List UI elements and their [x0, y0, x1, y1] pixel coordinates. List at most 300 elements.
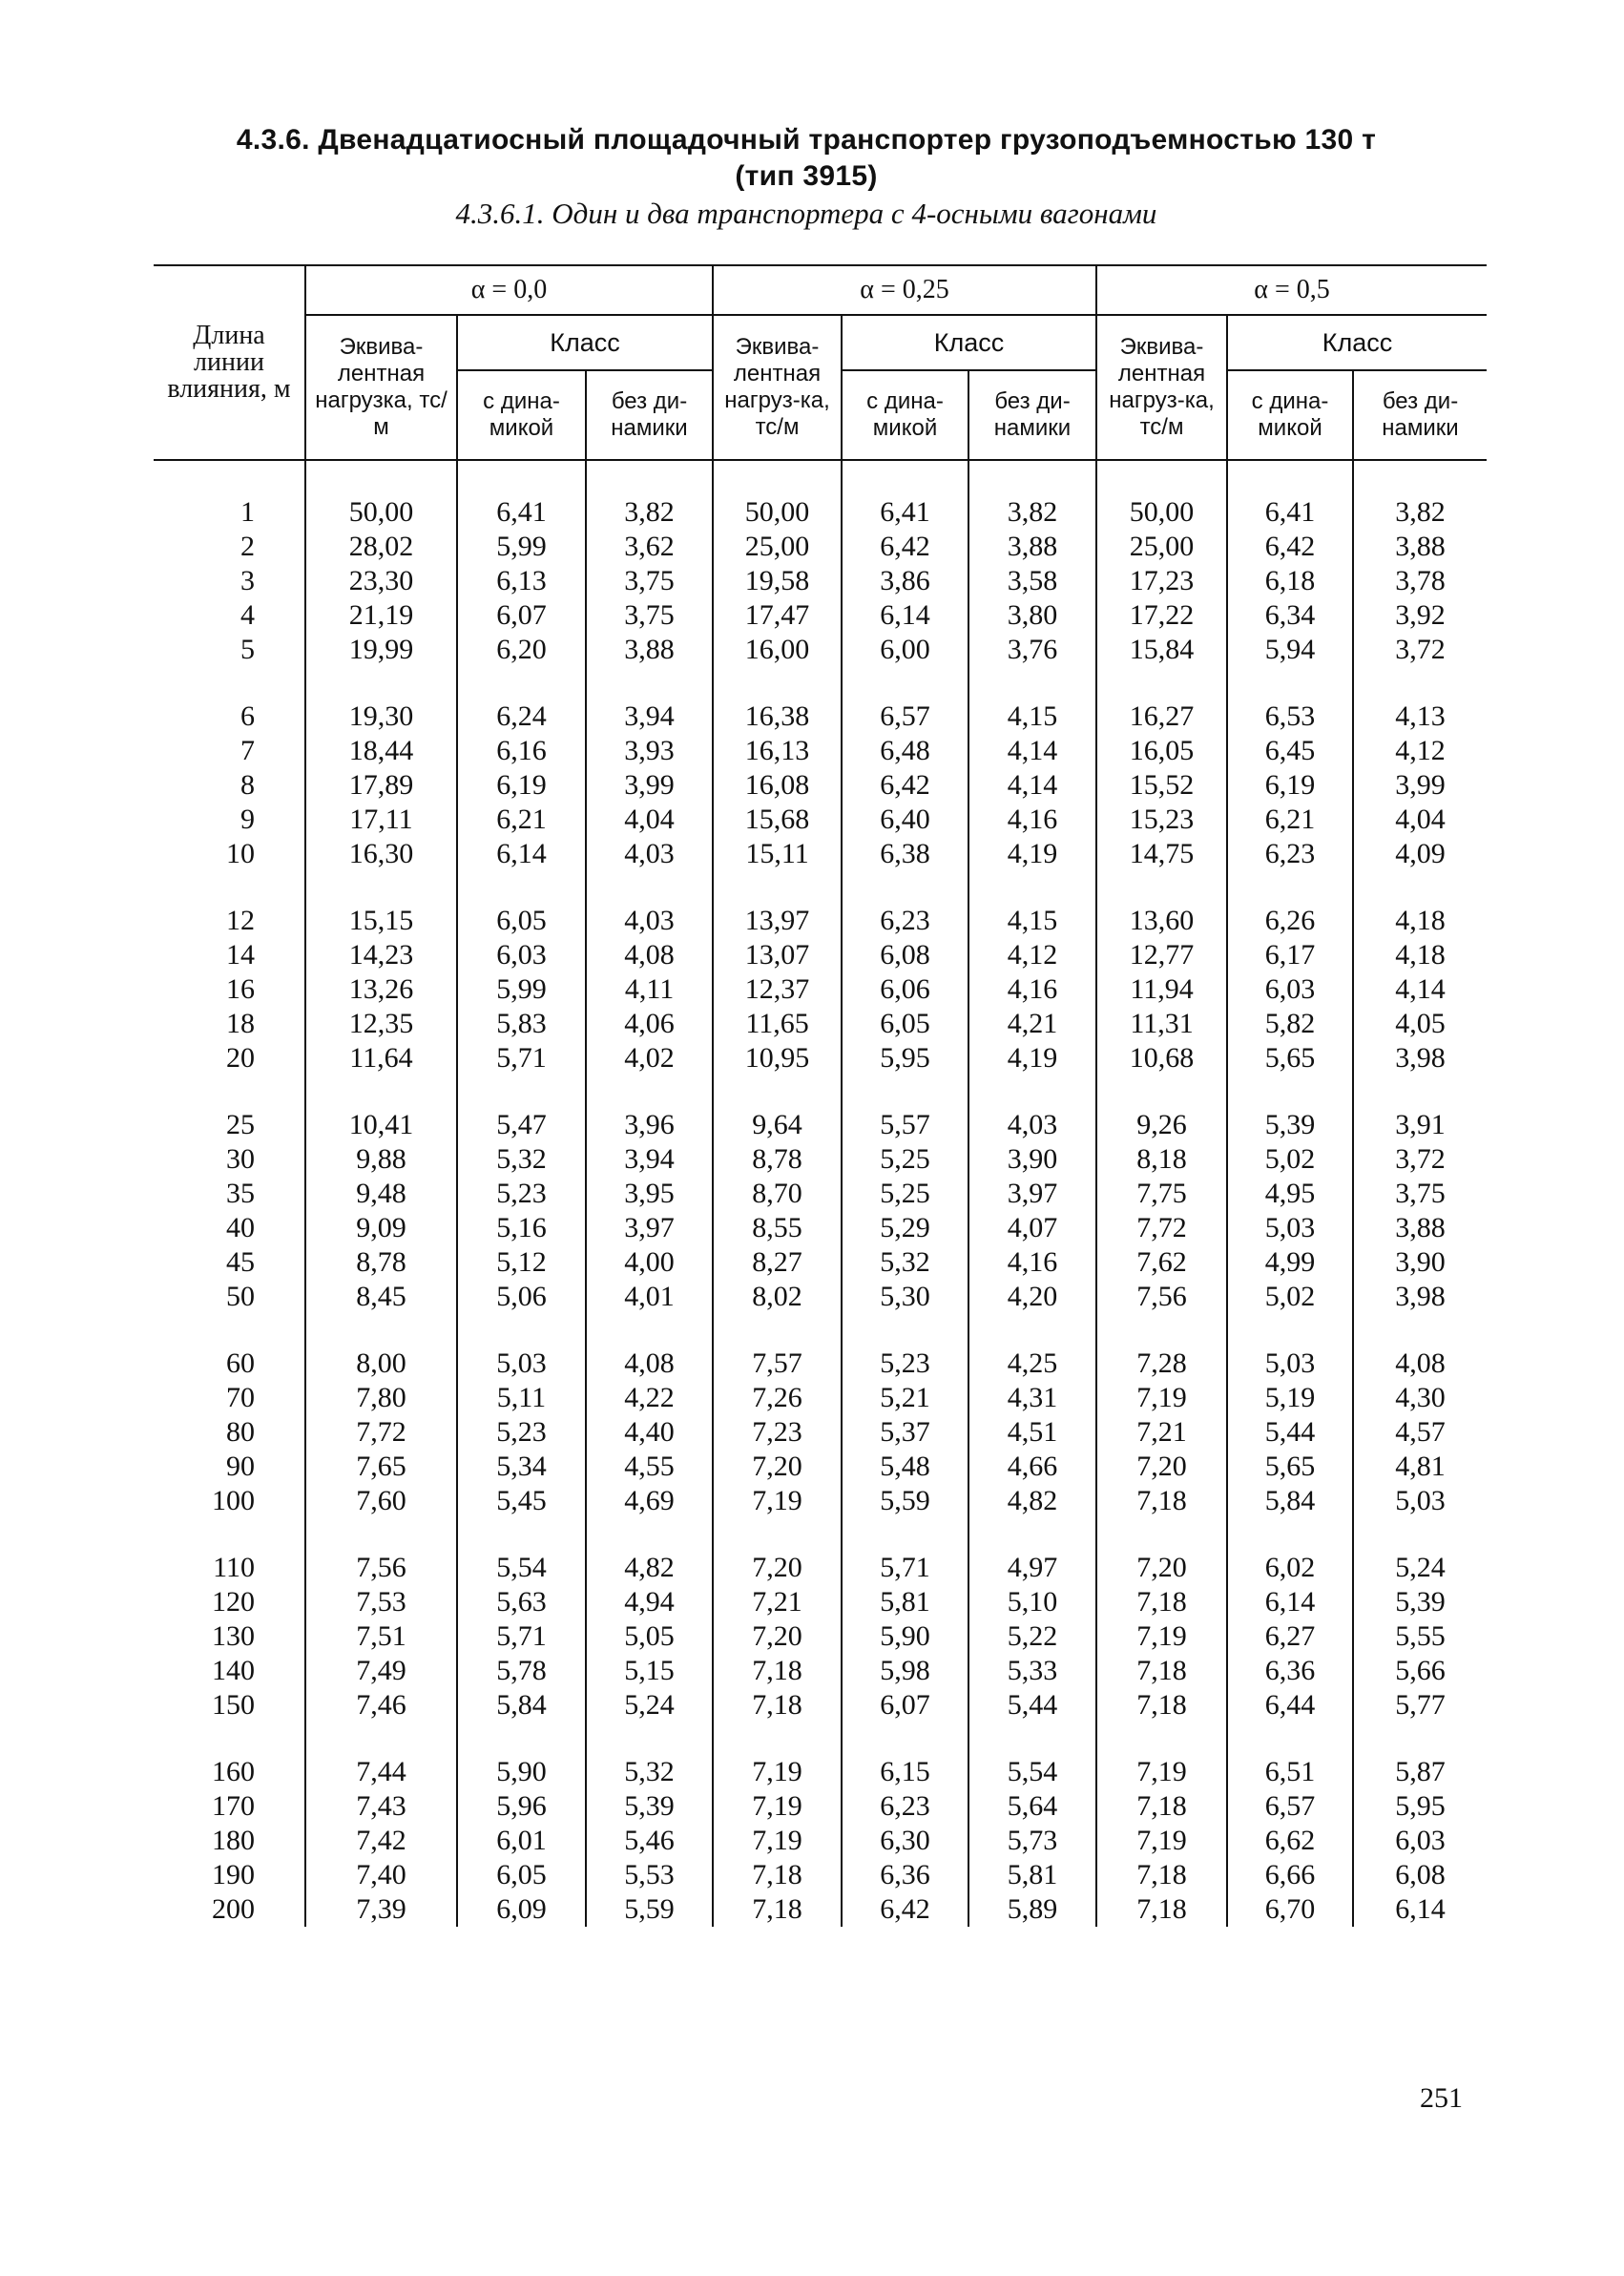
without-dynamics-cell: 5,15 [586, 1654, 713, 1688]
spacer-cell [1227, 1075, 1353, 1108]
with-dynamics-cell: 6,18 [1227, 564, 1353, 598]
without-dynamics-cell: 3,99 [586, 768, 713, 803]
with-dynamics-cell: 6,23 [842, 1789, 968, 1824]
equiv-load-cell: 23,30 [305, 564, 457, 598]
length-cell: 110 [213, 1552, 255, 1583]
equiv-load-cell: 7,60 [305, 1484, 457, 1518]
spacer-cell [1353, 667, 1487, 700]
table-row [154, 803, 1487, 837]
with-dynamics-cell: 5,84 [1227, 1484, 1353, 1518]
without-dynamics-cell: 3,93 [586, 734, 713, 768]
spacer-cell [1227, 1314, 1353, 1347]
with-dynamics-cell: 5,48 [842, 1450, 968, 1484]
equiv-load-cell: 7,19 [713, 1824, 842, 1858]
without-dynamics-cell: 5,55 [1353, 1619, 1487, 1654]
spacer-cell [842, 460, 968, 495]
alpha-group-header: α = 0,0 [305, 265, 713, 315]
equiv-load-cell: 7,28 [1096, 1347, 1227, 1381]
without-dynamics-cell: 3,72 [1353, 1142, 1487, 1177]
length-cell: 25 [226, 1109, 255, 1140]
equiv-load-cell: 7,21 [1096, 1415, 1227, 1450]
length-cell: 1 [240, 496, 255, 528]
spacer-cell [713, 1314, 842, 1347]
length-cell: 4 [240, 599, 255, 631]
equiv-load-cell: 16,00 [713, 633, 842, 667]
without-dynamics-cell: 4,30 [1353, 1381, 1487, 1415]
without-dynamics-cell: 4,22 [586, 1381, 713, 1415]
equiv-load-cell: 11,31 [1096, 1007, 1227, 1041]
length-cell: 80 [226, 1416, 255, 1448]
with-dynamics-cell: 6,36 [842, 1858, 968, 1892]
with-dynamics-cell: 5,29 [842, 1211, 968, 1245]
length-cell: 70 [226, 1382, 255, 1413]
spacer-cell [1227, 667, 1353, 700]
with-dynamics-header: с дина-микой [1227, 370, 1353, 460]
equiv-load-cell: 14,23 [305, 938, 457, 972]
with-dynamics-cell: 6,44 [1227, 1688, 1353, 1723]
without-dynamics-cell: 5,89 [968, 1892, 1096, 1927]
length-cell: 140 [212, 1655, 255, 1686]
equiv-load-cell: 15,15 [305, 904, 457, 938]
with-dynamics-cell: 6,03 [1227, 972, 1353, 1007]
with-dynamics-cell: 5,23 [457, 1177, 586, 1211]
equiv-load-cell: 9,48 [305, 1177, 457, 1211]
equiv-load-cell: 7,39 [305, 1892, 457, 1927]
equiv-load-header: Эквива-лентная нагрузка, тс/м [305, 315, 457, 460]
equiv-load-cell: 21,19 [305, 598, 457, 633]
without-dynamics-cell: 4,07 [968, 1211, 1096, 1245]
with-dynamics-cell: 6,53 [1227, 700, 1353, 734]
spacer-row [154, 1075, 1487, 1108]
without-dynamics-cell: 4,11 [586, 972, 713, 1007]
with-dynamics-cell: 5,25 [842, 1177, 968, 1211]
with-dynamics-cell: 5,34 [457, 1450, 586, 1484]
equiv-load-cell: 8,78 [305, 1245, 457, 1280]
table-row [154, 1211, 1487, 1245]
without-dynamics-cell: 5,64 [968, 1789, 1096, 1824]
length-cell: 100 [212, 1485, 255, 1516]
with-dynamics-cell: 5,44 [1227, 1415, 1353, 1450]
alpha-group-header: α = 0,5 [1096, 265, 1487, 315]
equiv-load-cell: 7,20 [1096, 1450, 1227, 1484]
equiv-load-cell: 7,18 [713, 1688, 842, 1723]
with-dynamics-cell: 6,07 [457, 598, 586, 633]
equiv-load-cell: 7,57 [713, 1347, 842, 1381]
spacer-cell [586, 667, 713, 700]
without-dynamics-cell: 3,97 [968, 1177, 1096, 1211]
table-row [154, 972, 1487, 1007]
with-dynamics-cell: 6,30 [842, 1824, 968, 1858]
without-dynamics-cell: 4,18 [1353, 938, 1487, 972]
without-dynamics-cell: 5,33 [968, 1654, 1096, 1688]
table-row [154, 1177, 1487, 1211]
with-dynamics-cell: 6,00 [842, 633, 968, 667]
with-dynamics-cell: 5,23 [842, 1347, 968, 1381]
equiv-load-cell: 9,09 [305, 1211, 457, 1245]
without-dynamics-cell: 4,01 [586, 1280, 713, 1314]
without-dynamics-cell: 4,08 [1353, 1347, 1487, 1381]
equiv-load-cell: 7,53 [305, 1585, 457, 1619]
without-dynamics-cell: 3,58 [968, 564, 1096, 598]
length-cell: 5 [240, 634, 255, 665]
equiv-load-cell: 11,65 [713, 1007, 842, 1041]
spacer-row [154, 460, 1487, 495]
length-cell: 35 [226, 1178, 255, 1209]
equiv-load-cell: 50,00 [1096, 495, 1227, 530]
without-dynamics-cell: 4,82 [968, 1484, 1096, 1518]
without-dynamics-cell: 4,14 [968, 734, 1096, 768]
spacer-cell [586, 871, 713, 904]
equiv-load-cell: 7,72 [305, 1415, 457, 1450]
without-dynamics-cell: 5,66 [1353, 1654, 1487, 1688]
without-dynamics-cell: 4,69 [586, 1484, 713, 1518]
equiv-load-cell: 19,30 [305, 700, 457, 734]
length-cell: 90 [226, 1451, 255, 1482]
without-dynamics-cell: 4,19 [968, 1041, 1096, 1075]
with-dynamics-cell: 5,02 [1227, 1280, 1353, 1314]
equiv-load-cell: 16,30 [305, 837, 457, 871]
length-cell: 3 [240, 565, 255, 596]
without-dynamics-cell: 4,12 [968, 938, 1096, 972]
with-dynamics-cell: 6,19 [457, 768, 586, 803]
equiv-load-cell: 19,58 [713, 564, 842, 598]
with-dynamics-cell: 5,57 [842, 1108, 968, 1142]
table-body [154, 460, 1487, 1927]
without-dynamics-cell: 3,88 [1353, 530, 1487, 564]
table-row [154, 837, 1487, 871]
spacer-cell [305, 871, 457, 904]
equiv-load-cell: 15,84 [1096, 633, 1227, 667]
with-dynamics-cell: 5,83 [457, 1007, 586, 1041]
with-dynamics-cell: 5,71 [457, 1619, 586, 1654]
equiv-load-cell: 7,80 [305, 1381, 457, 1415]
length-cell: 180 [212, 1825, 255, 1856]
without-dynamics-cell: 4,19 [968, 837, 1096, 871]
without-dynamics-cell: 3,90 [1353, 1245, 1487, 1280]
equiv-load-cell: 15,52 [1096, 768, 1227, 803]
spacer-cell [713, 460, 842, 495]
without-dynamics-cell: 3,88 [1353, 1211, 1487, 1245]
spacer-cell [1353, 1314, 1487, 1347]
with-dynamics-cell: 6,42 [842, 530, 968, 564]
with-dynamics-cell: 5,63 [457, 1585, 586, 1619]
without-dynamics-cell: 5,54 [968, 1755, 1096, 1789]
equiv-load-cell: 7,75 [1096, 1177, 1227, 1211]
equiv-load-cell: 18,44 [305, 734, 457, 768]
equiv-load-cell: 7,56 [1096, 1280, 1227, 1314]
with-dynamics-cell: 6,24 [457, 700, 586, 734]
spacer-cell [713, 1075, 842, 1108]
without-dynamics-cell: 4,66 [968, 1450, 1096, 1484]
equiv-load-cell: 17,11 [305, 803, 457, 837]
without-dynamics-cell: 4,18 [1353, 904, 1487, 938]
spacer-cell [1353, 871, 1487, 904]
with-dynamics-cell: 6,62 [1227, 1824, 1353, 1858]
without-dynamics-cell: 4,02 [586, 1041, 713, 1075]
equiv-load-cell: 25,00 [1096, 530, 1227, 564]
with-dynamics-cell: 6,07 [842, 1688, 968, 1723]
length-cell: 2 [240, 531, 255, 562]
equiv-load-cell: 7,19 [1096, 1824, 1227, 1858]
with-dynamics-cell: 5,11 [457, 1381, 586, 1415]
with-dynamics-cell: 5,02 [1227, 1142, 1353, 1177]
equiv-load-cell: 7,20 [713, 1551, 842, 1585]
spacer-cell [154, 871, 305, 904]
spacer-cell [842, 1314, 968, 1347]
table-row [154, 904, 1487, 938]
with-dynamics-cell: 6,57 [1227, 1789, 1353, 1824]
with-dynamics-cell: 6,48 [842, 734, 968, 768]
spacer-cell [968, 1518, 1096, 1551]
length-cell: 14 [226, 939, 255, 971]
without-dynamics-cell: 3,62 [586, 530, 713, 564]
spacer-cell [1353, 1518, 1487, 1551]
without-dynamics-cell: 3,96 [586, 1108, 713, 1142]
with-dynamics-cell: 5,65 [1227, 1450, 1353, 1484]
table-row [154, 768, 1487, 803]
length-cell: 16 [226, 973, 255, 1005]
with-dynamics-cell: 5,94 [1227, 633, 1353, 667]
with-dynamics-cell: 5,39 [1227, 1108, 1353, 1142]
equiv-load-cell: 7,51 [305, 1619, 457, 1654]
equiv-load-cell: 11,64 [305, 1041, 457, 1075]
spacer-cell [842, 1075, 968, 1108]
without-dynamics-cell: 4,04 [1353, 803, 1487, 837]
with-dynamics-cell: 6,38 [842, 837, 968, 871]
length-cell: 160 [212, 1756, 255, 1787]
equiv-load-cell: 14,75 [1096, 837, 1227, 871]
equiv-load-cell: 17,22 [1096, 598, 1227, 633]
without-dynamics-cell: 3,76 [968, 633, 1096, 667]
length-cell: 170 [212, 1790, 255, 1822]
table-row [154, 530, 1487, 564]
section-title-line2: (тип 3915) [735, 160, 878, 192]
spacer-cell [154, 1075, 305, 1108]
with-dynamics-cell: 3,86 [842, 564, 968, 598]
with-dynamics-cell: 6,21 [457, 803, 586, 837]
with-dynamics-cell: 5,19 [1227, 1381, 1353, 1415]
with-dynamics-cell: 5,47 [457, 1108, 586, 1142]
equiv-load-cell: 15,68 [713, 803, 842, 837]
with-dynamics-cell: 6,41 [1227, 495, 1353, 530]
without-dynamics-cell: 4,16 [968, 1245, 1096, 1280]
spacer-cell [154, 460, 305, 495]
without-dynamics-cell: 4,05 [1353, 1007, 1487, 1041]
without-dynamics-cell: 3,92 [1353, 598, 1487, 633]
without-dynamics-cell: 4,81 [1353, 1450, 1487, 1484]
with-dynamics-cell: 5,71 [457, 1041, 586, 1075]
table-row [154, 1142, 1487, 1177]
equiv-load-cell: 9,88 [305, 1142, 457, 1177]
without-dynamics-cell: 4,20 [968, 1280, 1096, 1314]
equiv-load-cell: 8,00 [305, 1347, 457, 1381]
without-dynamics-cell: 5,32 [586, 1755, 713, 1789]
length-cell: 150 [212, 1689, 255, 1721]
with-dynamics-cell: 6,05 [457, 904, 586, 938]
table-row [154, 1245, 1487, 1280]
spacer-cell [457, 1723, 586, 1755]
table-row [154, 1551, 1487, 1585]
equiv-load-cell: 16,08 [713, 768, 842, 803]
spacer-cell [968, 871, 1096, 904]
spacer-cell [305, 1075, 457, 1108]
without-dynamics-cell: 3,94 [586, 700, 713, 734]
spacer-cell [586, 1723, 713, 1755]
with-dynamics-cell: 6,01 [457, 1824, 586, 1858]
without-dynamics-cell: 4,08 [586, 1347, 713, 1381]
without-dynamics-cell: 3,75 [586, 564, 713, 598]
equiv-load-cell: 7,19 [713, 1755, 842, 1789]
without-dynamics-cell: 4,12 [1353, 734, 1487, 768]
equiv-load-header: Эквива-лентная нагруз-ка, тс/м [713, 315, 842, 460]
with-dynamics-cell: 6,41 [842, 495, 968, 530]
spacer-cell [154, 1314, 305, 1347]
with-dynamics-cell: 5,82 [1227, 1007, 1353, 1041]
spacer-cell [1227, 1723, 1353, 1755]
alpha-group-header: α = 0,25 [713, 265, 1096, 315]
without-dynamics-cell: 6,03 [1353, 1824, 1487, 1858]
with-dynamics-cell: 6,23 [1227, 837, 1353, 871]
without-dynamics-cell: 4,03 [968, 1108, 1096, 1142]
without-dynamics-cell: 5,24 [1353, 1551, 1487, 1585]
length-cell: 40 [226, 1212, 255, 1243]
without-dynamics-cell: 4,16 [968, 803, 1096, 837]
equiv-load-cell: 17,47 [713, 598, 842, 633]
with-dynamics-cell: 6,14 [1227, 1585, 1353, 1619]
equiv-load-cell: 7,19 [1096, 1619, 1227, 1654]
without-dynamics-cell: 5,39 [1353, 1585, 1487, 1619]
spacer-row [154, 1518, 1487, 1551]
without-dynamics-cell: 3,78 [1353, 564, 1487, 598]
length-cell: 7 [240, 735, 255, 766]
spacer-cell [586, 1075, 713, 1108]
equiv-load-cell: 8,18 [1096, 1142, 1227, 1177]
spacer-cell [713, 1518, 842, 1551]
equiv-load-cell: 15,23 [1096, 803, 1227, 837]
with-dynamics-cell: 4,99 [1227, 1245, 1353, 1280]
equiv-load-cell: 15,11 [713, 837, 842, 871]
length-cell: 60 [226, 1347, 255, 1379]
with-dynamics-cell: 5,30 [842, 1280, 968, 1314]
with-dynamics-cell: 5,90 [842, 1619, 968, 1654]
equiv-load-cell: 8,02 [713, 1280, 842, 1314]
equiv-load-cell: 9,26 [1096, 1108, 1227, 1142]
without-dynamics-cell: 4,03 [586, 837, 713, 871]
equiv-load-cell: 17,89 [305, 768, 457, 803]
without-dynamics-cell: 4,06 [586, 1007, 713, 1041]
spacer-cell [1227, 871, 1353, 904]
length-cell: 6 [240, 700, 255, 732]
with-dynamics-header: с дина-микой [842, 370, 968, 460]
equiv-load-cell: 7,18 [713, 1654, 842, 1688]
spacer-cell [154, 667, 305, 700]
class-header: Класс [842, 315, 1096, 370]
spacer-cell [1353, 1723, 1487, 1755]
without-dynamics-cell: 3,88 [968, 530, 1096, 564]
without-dynamics-cell: 4,13 [1353, 700, 1487, 734]
spacer-row [154, 667, 1487, 700]
spacer-cell [968, 1314, 1096, 1347]
without-dynamics-cell: 4,15 [968, 904, 1096, 938]
with-dynamics-cell: 6,23 [842, 904, 968, 938]
with-dynamics-cell: 6,51 [1227, 1755, 1353, 1789]
with-dynamics-cell: 6,41 [457, 495, 586, 530]
with-dynamics-cell: 6,20 [457, 633, 586, 667]
spacer-cell [457, 1314, 586, 1347]
equiv-load-cell: 7,46 [305, 1688, 457, 1723]
without-dynamics-cell: 4,94 [586, 1585, 713, 1619]
with-dynamics-cell: 5,23 [457, 1415, 586, 1450]
length-cell: 20 [226, 1042, 255, 1074]
with-dynamics-cell: 6,03 [457, 938, 586, 972]
spacer-row [154, 1314, 1487, 1347]
class-header: Класс [1227, 315, 1487, 370]
without-dynamics-cell: 5,73 [968, 1824, 1096, 1858]
without-dynamics-cell: 5,77 [1353, 1688, 1487, 1723]
equiv-load-cell: 7,26 [713, 1381, 842, 1415]
spacer-cell [713, 667, 842, 700]
equiv-load-cell: 7,18 [1096, 1892, 1227, 1927]
equiv-load-cell: 7,40 [305, 1858, 457, 1892]
load-table [154, 264, 1487, 1927]
with-dynamics-cell: 4,95 [1227, 1177, 1353, 1211]
without-dynamics-cell: 3,94 [586, 1142, 713, 1177]
spacer-cell [713, 871, 842, 904]
length-column-header: Длина линии влияния, м [154, 265, 305, 460]
table-row [154, 1688, 1487, 1723]
spacer-cell [842, 1518, 968, 1551]
class-header: Класс [457, 315, 713, 370]
without-dynamics-cell: 5,03 [1353, 1484, 1487, 1518]
length-cell: 45 [226, 1246, 255, 1278]
with-dynamics-header: с дина-микой [457, 370, 586, 460]
equiv-load-cell: 7,23 [713, 1415, 842, 1450]
page-number: 251 [1420, 2082, 1463, 2114]
without-dynamics-cell: 3,75 [1353, 1177, 1487, 1211]
spacer-cell [586, 1314, 713, 1347]
equiv-load-cell: 13,97 [713, 904, 842, 938]
with-dynamics-cell: 6,15 [842, 1755, 968, 1789]
with-dynamics-cell: 5,84 [457, 1688, 586, 1723]
without-dynamics-cell: 4,57 [1353, 1415, 1487, 1450]
spacer-cell [842, 1723, 968, 1755]
spacer-row [154, 1723, 1487, 1755]
with-dynamics-cell: 6,26 [1227, 904, 1353, 938]
with-dynamics-cell: 6,21 [1227, 803, 1353, 837]
spacer-cell [1096, 1723, 1227, 1755]
without-dynamics-cell: 3,98 [1353, 1041, 1487, 1075]
with-dynamics-cell: 5,25 [842, 1142, 968, 1177]
with-dynamics-cell: 6,57 [842, 700, 968, 734]
with-dynamics-cell: 5,32 [842, 1245, 968, 1280]
with-dynamics-cell: 5,03 [457, 1347, 586, 1381]
with-dynamics-cell: 5,03 [1227, 1211, 1353, 1245]
spacer-cell [1227, 460, 1353, 495]
table-row [154, 1347, 1487, 1381]
without-dynamics-cell: 3,80 [968, 598, 1096, 633]
length-cell: 200 [212, 1893, 255, 1925]
with-dynamics-cell: 5,06 [457, 1280, 586, 1314]
spacer-cell [713, 1723, 842, 1755]
equiv-load-cell: 7,62 [1096, 1245, 1227, 1280]
equiv-load-cell: 8,27 [713, 1245, 842, 1280]
section-title-line1: 4.3.6. Двенадцатиосный площадочный транспортер грузоподъемностью 130 т [236, 124, 1377, 156]
with-dynamics-cell: 5,54 [457, 1551, 586, 1585]
with-dynamics-cell: 5,90 [457, 1755, 586, 1789]
with-dynamics-cell: 6,13 [457, 564, 586, 598]
without-dynamics-cell: 3,97 [586, 1211, 713, 1245]
spacer-cell [1096, 1075, 1227, 1108]
